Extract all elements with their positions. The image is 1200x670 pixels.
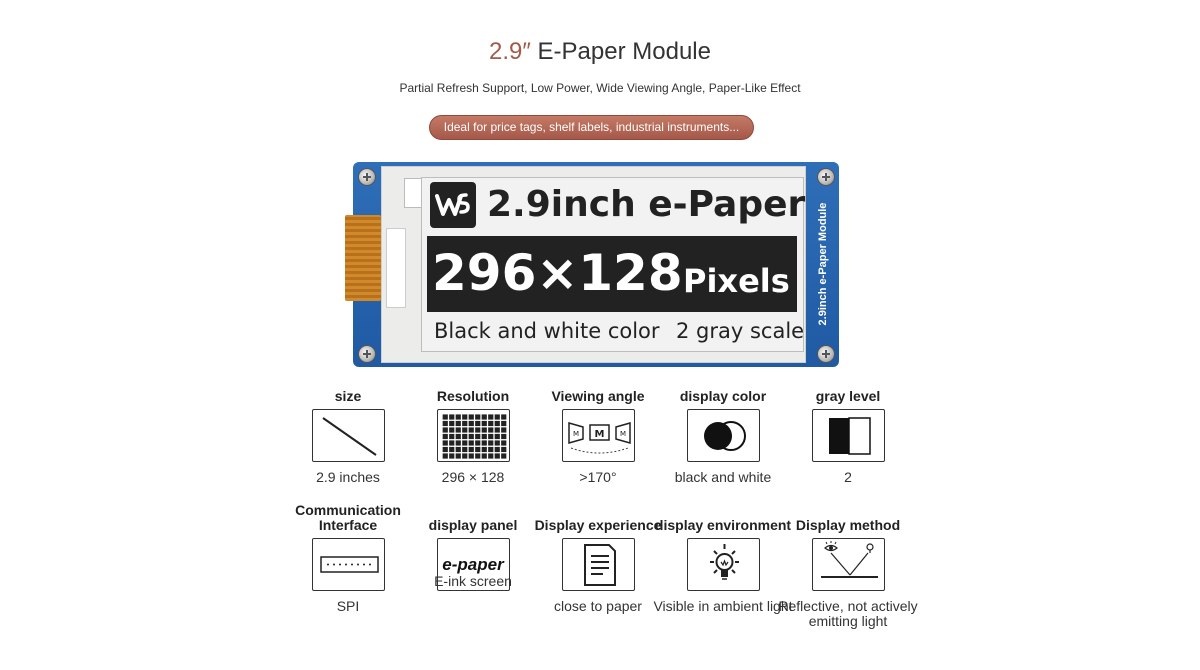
feature-value: Visible in ambient light [653,598,793,614]
pixel-cell [449,440,454,445]
feature-value: 2.9 inches [316,469,380,485]
feature-value: black and white [674,469,772,485]
feature-label: size [334,388,362,404]
pixel-cell [455,421,460,426]
pixel-cell [475,414,480,419]
waveshare-logo-icon [430,182,476,228]
pixel-cell [494,421,499,426]
pixel-cell [462,447,467,452]
pixel-cell [449,427,454,432]
pixel-cell [462,421,467,426]
pixel-cell [494,414,499,419]
svg-text:M: M [594,429,604,440]
pixel-cell [488,414,493,419]
pixel-cell [475,427,480,432]
pixel-cell [455,434,460,439]
pixel-cell [481,434,486,439]
pixel-cell [488,427,493,432]
pixel-cell [494,453,499,458]
reflection-icon [812,538,885,591]
pixel-cell [468,434,473,439]
pixel-cell [481,421,486,426]
page-subtitle: Partial Refresh Support, Low Power, Wide Viewing Angle, Paper-Like Effect [399,81,801,95]
feature-label: display panel [428,517,518,533]
display-gray-text: 2 gray scale [676,319,805,343]
pixel-cell [462,453,467,458]
pixel-cell [468,447,473,452]
diagonal-line-icon [312,409,385,462]
pixel-cell [455,427,460,432]
pixel-grid-icon [437,409,510,462]
pixel-cell [494,427,499,432]
pixel-cell [494,434,499,439]
pixel-cell [449,421,454,426]
module-side-label [817,202,833,326]
pixel-cell [475,453,480,458]
pixel-cell [488,421,493,426]
gray-level-icon [812,409,885,462]
pixel-cell [468,440,473,445]
pixel-cell [481,440,486,445]
svg-text:M: M [572,430,579,438]
pixel-cell [468,427,473,432]
page-title [0,38,1200,66]
feature-label: Resolution [436,388,510,404]
e-paper-box-text: e-paper [442,554,504,574]
pixel-cell [501,447,506,452]
fpc-cable [345,215,381,301]
pixel-cell [442,434,447,439]
display-color-text: Black and white color [434,319,660,343]
pixel-cell [442,447,447,452]
pixel-cell [475,440,480,445]
usage-pill: Ideal for price tags, shelf labels, industrial instruments... [429,115,754,140]
pixel-cell [494,447,499,452]
pixel-cell [455,440,460,445]
feature-label: Viewing angle [551,388,645,404]
pixel-cell [481,427,486,432]
lightbulb-icon [687,538,760,591]
document-icon [562,538,635,591]
connector-icon [312,538,385,591]
pixel-cell [488,447,493,452]
pixel-cell [475,447,480,452]
pixel-cell [468,414,473,419]
pixel-cell [455,447,460,452]
pixel-cell [468,453,473,458]
pixel-cell [501,453,506,458]
pixel-cell [481,414,486,419]
feature-value: Reflective, not actively emitting light [778,598,918,629]
feature-value: 296 × 128 [441,469,505,485]
pixel-cell [455,414,460,419]
pixel-cell [455,453,460,458]
feature-label: Display method [795,517,901,533]
display-pixels-label: Pixels [683,262,790,300]
screw-icon [358,345,376,363]
color-circles-icon [687,409,760,462]
pixel-cell [488,434,493,439]
pixel-cell [462,427,467,432]
pixel-cell [475,421,480,426]
feature-label: gray level [815,388,881,404]
glass-tab [404,178,422,208]
pixel-cell [488,453,493,458]
pixel-cell [468,421,473,426]
pixel-cell [442,427,447,432]
pixel-cell [481,447,486,452]
display-resolution: 296×128 [432,244,683,302]
pixel-cell [449,447,454,452]
screw-icon [358,168,376,186]
pixel-cell [449,414,454,419]
viewing-angle-icon [562,409,635,462]
pixel-cell [449,453,454,458]
feature-label: Communication Interface [295,502,401,533]
module-side-text: 2.9inch e-Paper Module [817,202,829,326]
screw-icon [817,168,835,186]
pixel-cell [501,427,506,432]
pixel-cell [501,414,506,419]
feature-value: close to paper [554,598,642,614]
pixel-cell [449,434,454,439]
pixel-cell [501,421,506,426]
pixel-cell [488,440,493,445]
feature-value: 2 [844,469,852,485]
feature-value: E-ink screen [434,573,512,589]
pixel-cell [462,414,467,419]
feature-value: >170° [579,469,617,485]
title-rest: E-Paper Module [530,38,711,65]
feature-value: SPI [336,598,360,614]
pixel-cell [475,434,480,439]
feature-display-method [773,503,923,629]
feature-label: Display experience [534,517,662,533]
feature-label: display color [679,388,767,404]
pixel-cell [462,434,467,439]
pixel-cell [442,453,447,458]
screw-icon [817,345,835,363]
pixel-cell [442,440,447,445]
feature-gray-level [773,374,923,485]
pixel-cell [501,440,506,445]
svg-text:M: M [619,430,626,438]
pixel-cell [442,414,447,419]
display-title: 2.9inch e-Paper [487,184,806,225]
pixel-cell [462,440,467,445]
title-accent: 2.9″ [489,38,531,65]
feature-label: display environment [654,517,792,533]
glass-slot [386,228,406,308]
pixel-cell [442,421,447,426]
pixel-cell [494,440,499,445]
pixel-cell [501,434,506,439]
pixel-cell [481,453,486,458]
